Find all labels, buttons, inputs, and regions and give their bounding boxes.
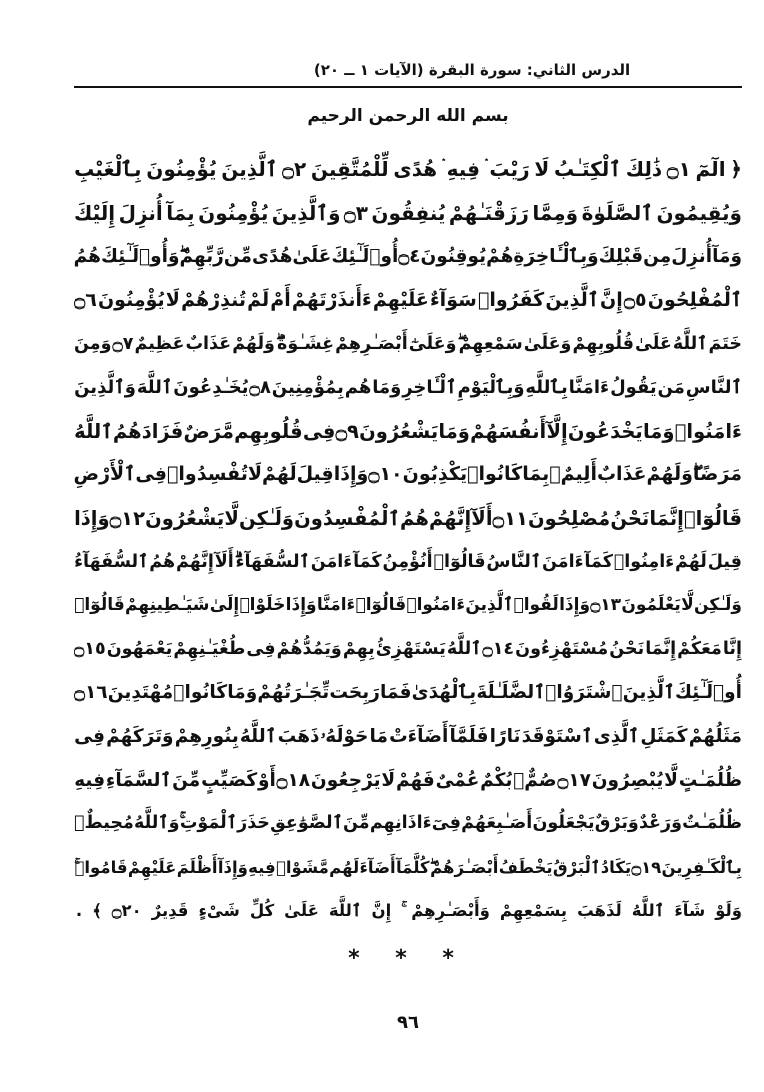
- verse-word: أَلَآ: [214, 551, 234, 572]
- verse-word: يَشْعُرُونَ: [359, 419, 439, 443]
- verse-line: [74, 758, 742, 802]
- verse-word: يَعْمَهُونَ: [106, 638, 173, 659]
- verse-word: عَذَابٌ: [596, 463, 647, 486]
- verse-word: فِيهِ: [446, 157, 480, 182]
- verse-word: فَهُمْ: [395, 769, 435, 791]
- verse-word: قَدِيرٌ: [151, 901, 189, 921]
- verse-word: بِسَمْعِهِمْ: [499, 901, 568, 921]
- verse-word: ٱلنَّاسِ: [685, 377, 742, 399]
- verse-word: نَحْنُ: [609, 638, 645, 659]
- verse-word: إِلَىٰ: [209, 595, 240, 616]
- running-header: الدرس الثاني: سورة البقرة (الآيات ١ ــ ٢٠): [313, 61, 631, 79]
- verse-word: وَأُو۟لَـٰٓئِكَ: [101, 246, 180, 268]
- verse-word: ٱلسَّمَآءِ: [105, 769, 172, 791]
- verse-word: يَشْعُرُونَ: [145, 507, 225, 531]
- verse-word: بِٱللَّهِ: [525, 377, 568, 399]
- verse-word: إِنَّهُمْ: [428, 507, 472, 531]
- verse-word: ۝١: [666, 157, 691, 182]
- verse-line: [74, 715, 742, 759]
- verse-word: أَنفُسَهُمْ: [470, 419, 547, 443]
- header-rule: [74, 86, 742, 88]
- verse-word: قِيلَ: [296, 463, 334, 486]
- verse-word: كُلَّمَآ: [395, 857, 430, 877]
- verse-word: مِّن: [223, 246, 252, 268]
- verse-word: وَلَـٰكِن: [694, 595, 742, 616]
- verse-word: وَٱللَّهُ: [134, 813, 180, 834]
- verse-line: [74, 802, 742, 846]
- verse-word: وَإِذَآ: [217, 857, 248, 877]
- verse-word: ٱللَّهُ: [631, 901, 665, 921]
- verse-word: ۝٣: [343, 200, 368, 225]
- verse-word: مُصْلِحُونَ: [528, 507, 611, 531]
- verse-word: فَزَادَهُمُ: [112, 419, 184, 443]
- verse-word: وَلَهُمْ: [232, 333, 275, 354]
- verse-word: مِن: [643, 246, 672, 268]
- verse-word: لَّا: [681, 595, 694, 616]
- verse-word: فِى: [74, 726, 105, 748]
- verse-word: رَزَقْنَـٰهُمْ: [448, 200, 529, 225]
- verse-word: ۝٥: [623, 289, 647, 312]
- verse-word: حَوْلَهُۥ: [320, 726, 369, 748]
- verse-word: يَخْدَعُونَ: [567, 419, 643, 443]
- verse-word: كَانُوا۟: [173, 682, 228, 704]
- verse-word: ٱللَّهُ: [74, 419, 113, 443]
- verse-word: لَا: [247, 463, 262, 486]
- verse-word: مَن: [657, 377, 685, 399]
- verse-word: شَىْءٍ: [198, 901, 240, 921]
- verse-word: بِمَا: [522, 463, 550, 486]
- verse-word: يُؤْمِنُونَ: [198, 200, 269, 225]
- verse-word: ٱسْتَوْقَدَ: [521, 726, 593, 748]
- verse-word: وَٱلَّذِينَ: [74, 377, 136, 399]
- verse-word: ءَامَنَ: [541, 551, 584, 572]
- verse-word: وَبَرْقٌ: [594, 813, 639, 834]
- verse-word: ٱللَّهُ: [672, 333, 708, 354]
- verse-word: وَيَمُدُّهُمْ: [276, 638, 342, 659]
- verse-word: وَمَا: [438, 419, 470, 443]
- verse-word: إِنَّ: [599, 289, 623, 312]
- verse-word: ءَامَنُوا۟: [674, 419, 742, 443]
- verse-word: يُوقِنُونَ: [420, 246, 487, 268]
- verse-word: كَفَرُوا۟: [477, 289, 545, 312]
- verse-word: فِى: [246, 638, 276, 659]
- verse-word: يُنفِقُونَ: [371, 200, 446, 225]
- verse-word: بِنُورِهِمْ: [174, 726, 239, 748]
- verse-word: ۝١٨: [276, 769, 311, 791]
- verse-word: مُهْتَدِينَ: [107, 682, 174, 704]
- verse-word: أُو۟لَـٰٓئِكَ: [675, 682, 742, 704]
- verse-word: أَنُؤْمِنُ: [382, 551, 433, 572]
- verse-word: شَيَـٰطِينِهِمْ: [125, 595, 210, 616]
- verse-word: قَالُوٓا۟: [74, 595, 125, 616]
- verse-word: ٱلْأَرْضِ: [74, 463, 136, 486]
- verse-word: ٱلْمُفْلِحُونَ: [647, 289, 742, 312]
- verse-word: ۝٦: [74, 289, 97, 312]
- verse-word: ٱلصَّوَٰعِقِ: [270, 813, 343, 834]
- verse-word: صُمٌّۢ: [513, 769, 557, 791]
- verse-word: أُو۟لَـٰٓئِكَ: [331, 246, 399, 268]
- verse-word: شَآءَ: [674, 901, 706, 921]
- verse-word: كُلِّ: [249, 901, 275, 921]
- verse-line: [74, 453, 742, 497]
- verse-line: [74, 192, 742, 236]
- verse-word: وَرَعْدٌ: [638, 813, 682, 834]
- verse-word: بِٱلْهُدَىٰ: [411, 682, 477, 704]
- verse-word: .: [75, 901, 83, 921]
- verse-word: ءَامَنَ: [310, 551, 353, 572]
- verse-word: إِنَّ: [371, 901, 392, 921]
- verse-word: لَا: [534, 157, 550, 182]
- verse-word: أَبْصَـٰرِهِمْ: [335, 333, 408, 354]
- verse-word: مَرَضًا: [692, 463, 742, 486]
- verse-word: تُنذِرْهُمْ: [181, 289, 246, 312]
- verse-word: قَالُوٓا۟: [433, 551, 486, 572]
- verse-word: أُنزِلَ: [671, 246, 713, 268]
- verse-word: إِنَّمَا: [649, 507, 684, 531]
- verse-word: ٱلْمُفْسِدُونَ: [294, 507, 400, 531]
- verse-word: أَصَـٰبِعَهُمْ: [461, 813, 533, 834]
- verse-word: قَالُوٓا۟: [683, 507, 742, 531]
- verse-word: وَيُقِيمُونَ: [656, 200, 742, 225]
- verse-word: مَّرَضٌ: [183, 419, 234, 443]
- verse-line: [74, 279, 742, 323]
- verse-word: تُفْسِدُوا۟: [167, 463, 248, 486]
- verse-word: ءَاذَانِهِم: [369, 813, 432, 834]
- verse-word: مِّنَ: [343, 813, 370, 834]
- verse-word: ۝٤: [398, 246, 421, 268]
- verse-word: ٱلسُّفَهَآءُ: [235, 551, 310, 572]
- verse-word: يُؤْمِنُونَ: [146, 157, 217, 182]
- verse-word: طُغْيَـٰنِهِمْ: [173, 638, 246, 659]
- verse-word: فِىٓ: [431, 813, 461, 834]
- verse-word: هُدًى: [251, 246, 293, 268]
- verse-word: كَمَثَلِ: [640, 726, 688, 748]
- verse-word: أَضَآءَتْ: [389, 726, 449, 748]
- verse-word: هُمُ: [74, 246, 101, 268]
- verse-word: ۝١٣: [590, 595, 622, 616]
- verse-word: هُمُ: [400, 507, 429, 531]
- verse-word: وَمَا: [372, 377, 402, 399]
- verse-line: [74, 410, 742, 454]
- verse-word: أَوْ: [258, 769, 276, 791]
- verse-word: أَضَآءَ: [359, 857, 396, 877]
- verse-word: إِنَّمَا: [645, 638, 677, 659]
- verse-word: ۝٢٠: [111, 901, 142, 921]
- verse-word: عَلَيْهِمْ: [372, 289, 429, 312]
- verse-word: ظُلُمَـٰتٌ: [682, 813, 742, 834]
- verse-word: قَامُوا۟: [74, 857, 128, 877]
- verse-word: ٱللَّهُ: [239, 726, 277, 748]
- verse-word: ۝٨: [249, 377, 271, 399]
- verse-word: عَلَىٰ: [634, 333, 672, 354]
- verse-word: بِٱلْغَيْبِ: [74, 157, 142, 182]
- verse-word: وَعَلَىٰٓ: [408, 333, 457, 354]
- verse-word: ٱلنَّاسُ: [486, 551, 542, 572]
- verse-word: ءَأَنذَرْتَهُمْ: [291, 289, 372, 312]
- verse-word: إِنَّهُمْ: [176, 551, 214, 572]
- verse-line: [74, 540, 742, 584]
- verse-word: ﴿: [730, 157, 742, 182]
- verse-word: وَٱلَّذِينَ: [271, 200, 341, 225]
- verse-word: ۝٩: [335, 419, 359, 443]
- verse-word: فِيهِ: [248, 857, 276, 877]
- verse-word: مُحِيطٌۢ: [74, 813, 134, 834]
- verse-line: [74, 322, 742, 366]
- verse-word: سَمْعِهِمْ: [458, 333, 523, 354]
- verse-word: قُلُوبِهِم: [234, 419, 303, 443]
- verse-word: ٱلَّذِينَ: [465, 595, 514, 616]
- verse-word: عُمْىٌ: [435, 769, 480, 791]
- verse-word: ۝١٧: [557, 769, 591, 791]
- verse-word: عَظِيمٌ: [134, 333, 185, 354]
- verse-word: وَبِٱلْـَٔاخِرَةِ: [513, 246, 599, 268]
- verse-word: هُمُ: [149, 551, 176, 572]
- verse-word: ٱلَّذِى: [593, 726, 640, 748]
- verse-word: لَهُمْ: [675, 551, 707, 572]
- verse-word: رَّبِّهِمْ: [179, 246, 224, 268]
- verse-word: لَّا: [224, 507, 239, 531]
- verse-word: هُم: [344, 377, 372, 399]
- verse-word: أَظْلَمَ: [176, 857, 218, 877]
- verse-word: ٱلَّذِينَ: [545, 289, 599, 312]
- verse-word: أَلِيمٌۢ: [549, 463, 597, 486]
- verse-word: يُبْصِرُونَ: [591, 769, 664, 791]
- verse-word: مُسْتَهْزِءُونَ: [515, 638, 609, 659]
- verse-word: عَلَيْهِمْ: [127, 857, 177, 877]
- verse-word: وَلَـٰكِن: [239, 507, 295, 531]
- verse-word: وَإِذَا: [285, 595, 317, 616]
- verse-word: حَذَرَ: [237, 813, 270, 834]
- verse-word: إِلَّآ: [546, 419, 568, 443]
- verse-line: [74, 366, 742, 410]
- verse-word: هُمْ: [486, 246, 514, 268]
- verse-word: ٱلْكِتَـٰبُ: [553, 157, 621, 182]
- verse-word: وَمِمَّا: [532, 200, 579, 225]
- verse-line: [74, 671, 742, 715]
- verse-word: كَمَآ: [584, 551, 613, 572]
- verse-line: [74, 846, 742, 890]
- verse-line: [74, 889, 742, 933]
- verse-word: نَارًا: [489, 726, 521, 748]
- verse-word: إِنَّا: [722, 638, 742, 659]
- verse-word: وَمَآ: [712, 246, 742, 268]
- verse-word: ءَامَنُوا۟: [406, 595, 466, 616]
- verse-word: لَا: [381, 769, 396, 791]
- verse-word: وَتَرَكَهُمْ: [106, 726, 174, 748]
- section-separator: * * *: [348, 946, 468, 971]
- verse-word: تِّجَـٰرَتُهُمْ: [257, 682, 330, 704]
- verse-word: وَمَا: [227, 682, 258, 704]
- verse-word: بِهِمْ: [342, 638, 375, 659]
- verse-word: وَلَهُمْ: [646, 463, 693, 486]
- verse-word: يَعْلَمُونَ: [621, 595, 681, 616]
- verse-word: كَانُوا۟: [467, 463, 523, 486]
- verse-word: ۝١٦: [74, 682, 108, 704]
- page-number: ٩٦: [397, 1012, 419, 1033]
- verse-word: ۝١٩: [631, 857, 662, 877]
- verse-word: وَإِذَا: [333, 463, 369, 486]
- verse-word: مَعَكُمْ: [677, 638, 722, 659]
- verse-word: ٱللَّهَ: [328, 901, 362, 921]
- basmala: بسم الله الرحمن الرحيم: [307, 106, 509, 126]
- verse-word: يُخَـٰدِعُونَ: [173, 377, 249, 399]
- verse-word: بُكْمٌ: [480, 769, 513, 791]
- verse-word: ذَٰلِكَ: [625, 157, 663, 182]
- quran-verses-block: [74, 148, 742, 933]
- verse-word: فِيهِ: [74, 769, 106, 791]
- verse-word: الٓمٓ: [695, 157, 726, 182]
- verse-word: خَتَمَ: [708, 333, 742, 354]
- verse-word: بِٱلْكَـٰفِرِينَ: [661, 857, 742, 877]
- verse-word: ٱلَّذِينَ: [622, 682, 675, 704]
- verse-word: ۝١٢: [109, 507, 145, 531]
- verse-word: أَبْصَـٰرَهُمْ: [430, 857, 499, 877]
- verse-word: أَمْ: [270, 289, 291, 312]
- verse-word: عَلَىٰ: [284, 901, 319, 921]
- verse-word: كَصَيِّبٍ: [201, 769, 258, 791]
- verse-word: قَبْلِكَ: [598, 246, 644, 268]
- verse-word: وَإِذَا: [74, 507, 110, 531]
- verse-word: ظُلُمَـٰتٍ: [678, 769, 742, 791]
- verse-word: ٱلضَّلَـٰلَةَ: [476, 682, 546, 704]
- verse-word: ۝١٤: [482, 638, 515, 659]
- verse-word: مِّنَ: [172, 769, 201, 791]
- verse-word: لَّا: [664, 769, 678, 791]
- verse-word: كَمَآ: [353, 551, 382, 572]
- verse-word: يَجْعَلُونَ: [532, 813, 595, 834]
- verse-word: لَمْ: [247, 289, 270, 312]
- verse-word: لَهُم: [329, 857, 360, 877]
- verse-word: يَسْتَهْزِئُ: [375, 638, 446, 659]
- verse-word: ۝١١: [492, 507, 528, 531]
- verse-word: ٱلصَّلَوٰةَ: [581, 200, 654, 225]
- verse-word: يَكَادُ: [600, 857, 632, 877]
- verse-word: فِى: [302, 419, 336, 443]
- verse-word: عَذَابٌ: [185, 333, 232, 354]
- verse-word: فَمَا: [380, 682, 412, 704]
- verse-word: وَإِذَا: [559, 595, 591, 616]
- verse-word: قِيلَ: [707, 551, 742, 572]
- verse-word: وَبِٱلْيَوْمِ: [457, 377, 525, 399]
- verse-line: [74, 235, 742, 279]
- verse-word: وَمَا: [642, 419, 675, 443]
- verse-word: ٱلسُّفَهَآءُ: [74, 551, 149, 572]
- verse-word: بِمَآ: [166, 200, 195, 225]
- verse-word: وَمِنَ: [74, 333, 112, 354]
- verse-line: [74, 584, 742, 628]
- verse-word: لَهُمْ: [262, 463, 297, 486]
- verse-word: قُلُوبِهِمْ: [572, 333, 634, 354]
- verse-word: فَلَمَّآ: [449, 726, 489, 748]
- verse-word: خَلَوْا۟: [239, 595, 286, 616]
- verse-word: ۝٢: [282, 157, 307, 182]
- verse-word: ٱللَّهَ: [136, 377, 173, 399]
- verse-word: فِى: [135, 463, 167, 486]
- verse-word: مَثَلُهُمْ: [688, 726, 742, 748]
- verse-word: رَبِحَت: [329, 682, 380, 704]
- verse-word: لَا: [165, 289, 180, 312]
- verse-word: يَكْذِبُونَ: [402, 463, 468, 486]
- verse-word: لَذَهَبَ: [577, 901, 622, 921]
- verse-word: يُؤْمِنُونَ: [97, 289, 165, 312]
- verse-word: ذَهَبَ: [277, 726, 320, 748]
- verse-word: يَخْطَفُ: [498, 857, 553, 877]
- verse-word: قَالُوٓا۟: [355, 595, 407, 616]
- verse-word: ۝١٠: [368, 463, 403, 486]
- verse-word: مَا: [369, 726, 388, 748]
- verse-word: ٱلَّذِينَ: [221, 157, 278, 182]
- verse-word: أُنزِلَ: [118, 200, 163, 225]
- verse-word: ﴾: [92, 901, 102, 921]
- verse-line: [74, 497, 742, 541]
- verse-word: وَأَبْصَـٰرِهِمْ: [411, 901, 490, 921]
- verse-word: ٱلْـَٔاخِرِ: [402, 377, 457, 399]
- verse-word: لِّلْمُتَّقِينَ: [310, 157, 389, 182]
- verse-word: رَيْبَ: [489, 157, 530, 182]
- verse-word: إِلَيْكَ: [74, 200, 116, 225]
- verse-word: وَلَوْ: [715, 901, 742, 921]
- verse-word: ۝١٥: [74, 638, 106, 659]
- verse-word: نَحْنُ: [610, 507, 650, 531]
- verse-word: ۝٧: [112, 333, 134, 354]
- verse-word: ءَامَنَّا: [568, 377, 610, 399]
- verse-word: ٱللَّهُ: [446, 638, 482, 659]
- verse-word: بِمُؤْمِنِينَ: [271, 377, 344, 399]
- verse-word: غِشَـٰوَةٌ: [277, 333, 335, 354]
- verse-word: سَوَآءٌ: [429, 289, 477, 312]
- verse-word: مَّشَوْا۟: [275, 857, 329, 877]
- verse-word: ٱشْتَرَوُا۟: [545, 682, 623, 704]
- verse-word: ءَامِنُوا۟: [613, 551, 675, 572]
- verse-word: وَعَلَىٰ: [523, 333, 572, 354]
- verse-word: ءَامَنَّا: [316, 595, 356, 616]
- verse-word: ٱلْبَرْقُ: [552, 857, 601, 877]
- verse-word: هُدًى: [393, 157, 438, 182]
- verse-word: عَلَىٰ: [292, 246, 332, 268]
- verse-line: [74, 628, 742, 672]
- verse-word: يَرْجِعُونَ: [310, 769, 381, 791]
- verse-word: أَلَآ: [471, 507, 493, 531]
- verse-line: [74, 148, 742, 192]
- verse-word: لَقُوا۟: [513, 595, 559, 616]
- verse-word: يَقُولُ: [610, 377, 657, 399]
- verse-word: ٱلْمَوْتِ: [179, 813, 237, 834]
